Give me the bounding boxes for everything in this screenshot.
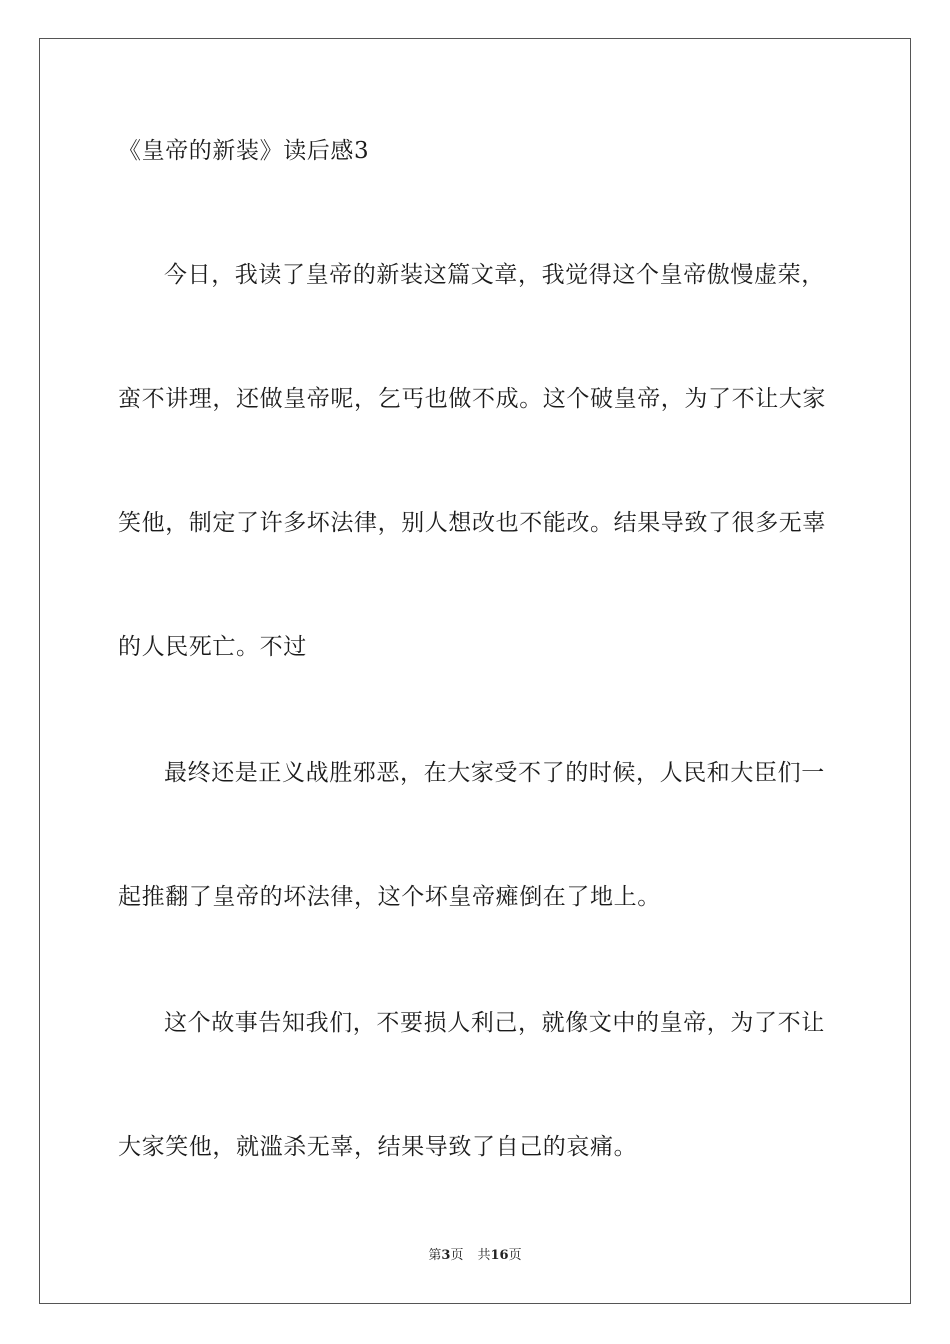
paragraph-2-line-1: 最终还是正义战胜邪恶，在大家受不了的时候，人民和大臣们一 — [164, 760, 825, 786]
total-prefix: 共 — [477, 1248, 491, 1263]
page-prefix: 第 — [428, 1248, 442, 1263]
page-suffix: 页 — [450, 1248, 464, 1263]
page-footer — [0, 1247, 950, 1265]
paragraph-1-line-3: 笑他，制定了许多坏法律，别人想改也不能改。结果导致了很多无辜 — [118, 510, 826, 536]
total-suffix: 页 — [508, 1248, 522, 1263]
document-title: 《皇帝的新装》读后感3 — [118, 138, 370, 164]
paragraph-3-line-1: 这个故事告知我们，不要损人利己，就像文中的皇帝，为了不让 — [164, 1010, 825, 1036]
total-pages: 16 — [490, 1248, 509, 1263]
paragraph-1-line-2: 蛮不讲理，还做皇帝呢，乞丐也做不成。这个破皇帝，为了不让大家 — [118, 386, 826, 412]
page-number: 3 — [441, 1248, 451, 1263]
paragraph-1-line-1: 今日，我读了皇帝的新装这篇文章，我觉得这个皇帝傲慢虚荣， — [164, 262, 825, 288]
page-border — [39, 38, 911, 1304]
paragraph-2-line-2: 起推翻了皇帝的坏法律，这个坏皇帝瘫倒在了地上。 — [118, 884, 661, 910]
paragraph-3-line-2: 大家笑他，就滥杀无辜，结果导致了自己的哀痛。 — [118, 1134, 638, 1160]
paragraph-1-line-4: 的人民死亡。不过 — [118, 634, 307, 660]
